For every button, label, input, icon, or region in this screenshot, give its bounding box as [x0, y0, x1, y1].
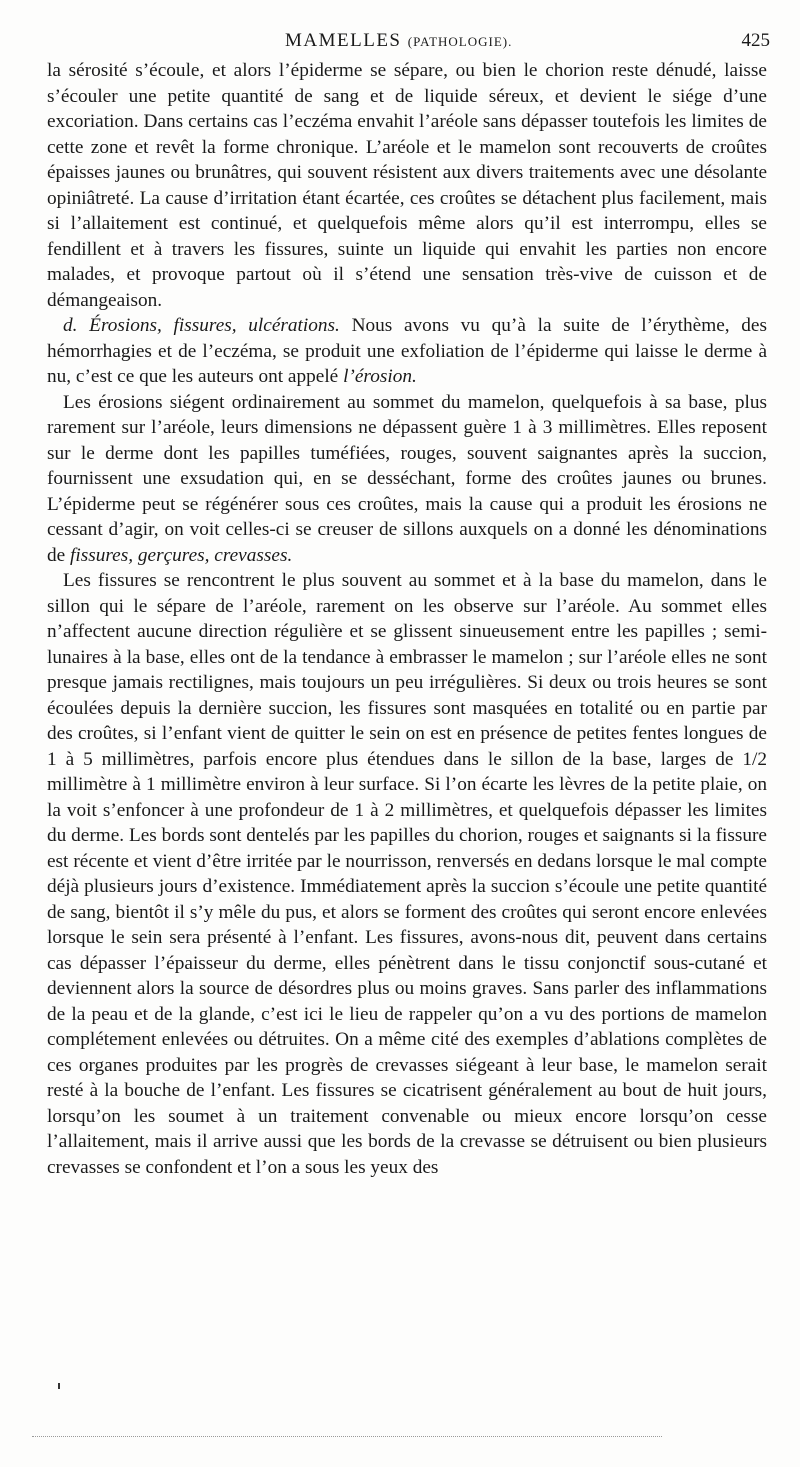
- paragraph-1: la sérosité s’écoule, et alors l’épiderme se sépare, ou bien le chorion reste dénudé, laisse s’écouler une petite quantité de sang et de liquide séreux, et devient le siége d’une excoriation. Dans certains cas l’eczéma envahit l’aréole sans dépasser toutefois les limites de cette zone et revêt la forme chronique. L’aréole et le mamelon sont recouverts de croûtes épaisses jaunes ou brunâtres, qui souvent résistent aux divers traitements avec une désolante opiniâtreté. La cause d’irritation étant écartée, ces croûtes se détachent plus facilement, mais si l’allaitement est continué, et quelquefois même alors qu’il est interrompu, elles se fendillent et à travers les fissures, suinte un liquide qui envahit les parties non encore malades, et provoque partout où il s’étend une sensation très-vive de cuisson et de démangeaison.: [47, 60, 767, 311]
- paragraph-4: Les fissures se rencontrent le plus souvent au sommet et à la base du mamelon, dans le sillon qui le sépare de l’aréole, rarement on les observe sur l’aréole. Au sommet elles n’affectent aucune direction régulière et se glissent sinueusement entre les papilles ; semi-lunaires à la base, elles ont de la tendance à embrasser le mamelon ; sur l’aréole elles ne sont presque jamais rectilignes, mais toujours un peu irrégulières. Si deux ou trois heures se sont écoulées depuis la dernière succion, les fissures sont masquées en totalité ou en partie par des croûtes, si l’enfant vient de quitter le sein on est en présence de petites fentes longues de 1 à 5 millimètres, parfois encore plus étendues dans le sillon de la base, larges de 1/2 millimètre à 1 millimètre environ à leur surface. Si l’on écarte les lèvres de la petite plaie, on la voit s’enfoncer à une profondeur de 1 à 2 millimètres, et quelquefois dépasser les limites du derme. Les bords sont dentelés par les papilles du chorion, rouges et saignants si la fissure est récente et vient d’être irritée par le nourrisson, renversés en dedans lorsque le mal compte déjà plusieurs jours d’existence. Immédiatement après la succion s’écoule une petite quantité de sang, bientôt il s’y mêle du pus, et alors se forment des croûtes qui seront encore enlevées lorsque le sein sera présenté à l’enfant. Les fissures, avons-nous dit, peuvent dans certains cas dépasser l’épaisseur du derme, elles pénètrent dans le tissu conjonctif sous-cutané et deviennent alors la source de désordres plus ou moins graves. Sans parler des inflammations de la peau et de la glande, c’est ici le lieu de rappeler qu’on a vu des portions de mamelon complétement enlevées ou détruites. On a même cité des exemples d’ablations complètes de ces organes produites par les progrès de crevasses siégeant à leur base, le mamelon serait resté à la bouche de l’enfant. Les fissures se cicatrisent généralement au bout de huit jours, lorsqu’on les soumet à un traitement convenable ou mieux encore lorsqu’on cesse l’allaitement, mais il arrive aussi que les bords de la crevasse se détruisent ou bien plusieurs crevasses se confondent et l’on a sous les yeux des: [47, 570, 767, 1178]
- header-title: MAMELLES: [285, 30, 402, 51]
- paragraph-3-text: Les érosions siégent ordinairement au sommet du mamelon, quelquefois à sa base, plus rarement sur l’aréole, leurs dimensions ne dépassent guère 1 à 3 millimètres. Elles reposent sur le derme dont les papilles tuméfiées, rouges, souvent saignantes après la succion, fournissent une exsudation qui, en se desséchant, forme des croûtes jaunes ou brunes. L’épiderme peut se régénérer sous ces croûtes, mais la cause qui a produit les érosions ne cessant d’agir, on voit celles-ci se creuser de sillons auxquels on a donné les dénominations de: [47, 391, 767, 566]
- paragraph-2-term: l’érosion.: [343, 366, 417, 387]
- body-text: [47, 58, 767, 1180]
- footer-rule: [32, 1436, 662, 1437]
- paragraph-3: [47, 390, 767, 569]
- running-title: [285, 30, 512, 52]
- paragraph-2-text: Nous avons vu qu’à la suite de l’érythème, des hémorrhagies et de l’eczéma, se produit une exfoliation de l’épiderme qui laisse le derme à nu, c’est ce que les auteurs ont appelé: [47, 315, 767, 387]
- section-heading: d. Érosions, fissures, ulcérations.: [63, 315, 340, 336]
- running-header: [45, 30, 770, 54]
- paragraph-2: [47, 313, 767, 390]
- stray-ink-mark: [58, 1383, 60, 1389]
- paragraph-3-terms: fissures, gerçures, crevasses.: [70, 544, 293, 566]
- page-number: 425: [741, 30, 770, 51]
- header-subtitle: (PATHOLOGIE).: [407, 34, 513, 49]
